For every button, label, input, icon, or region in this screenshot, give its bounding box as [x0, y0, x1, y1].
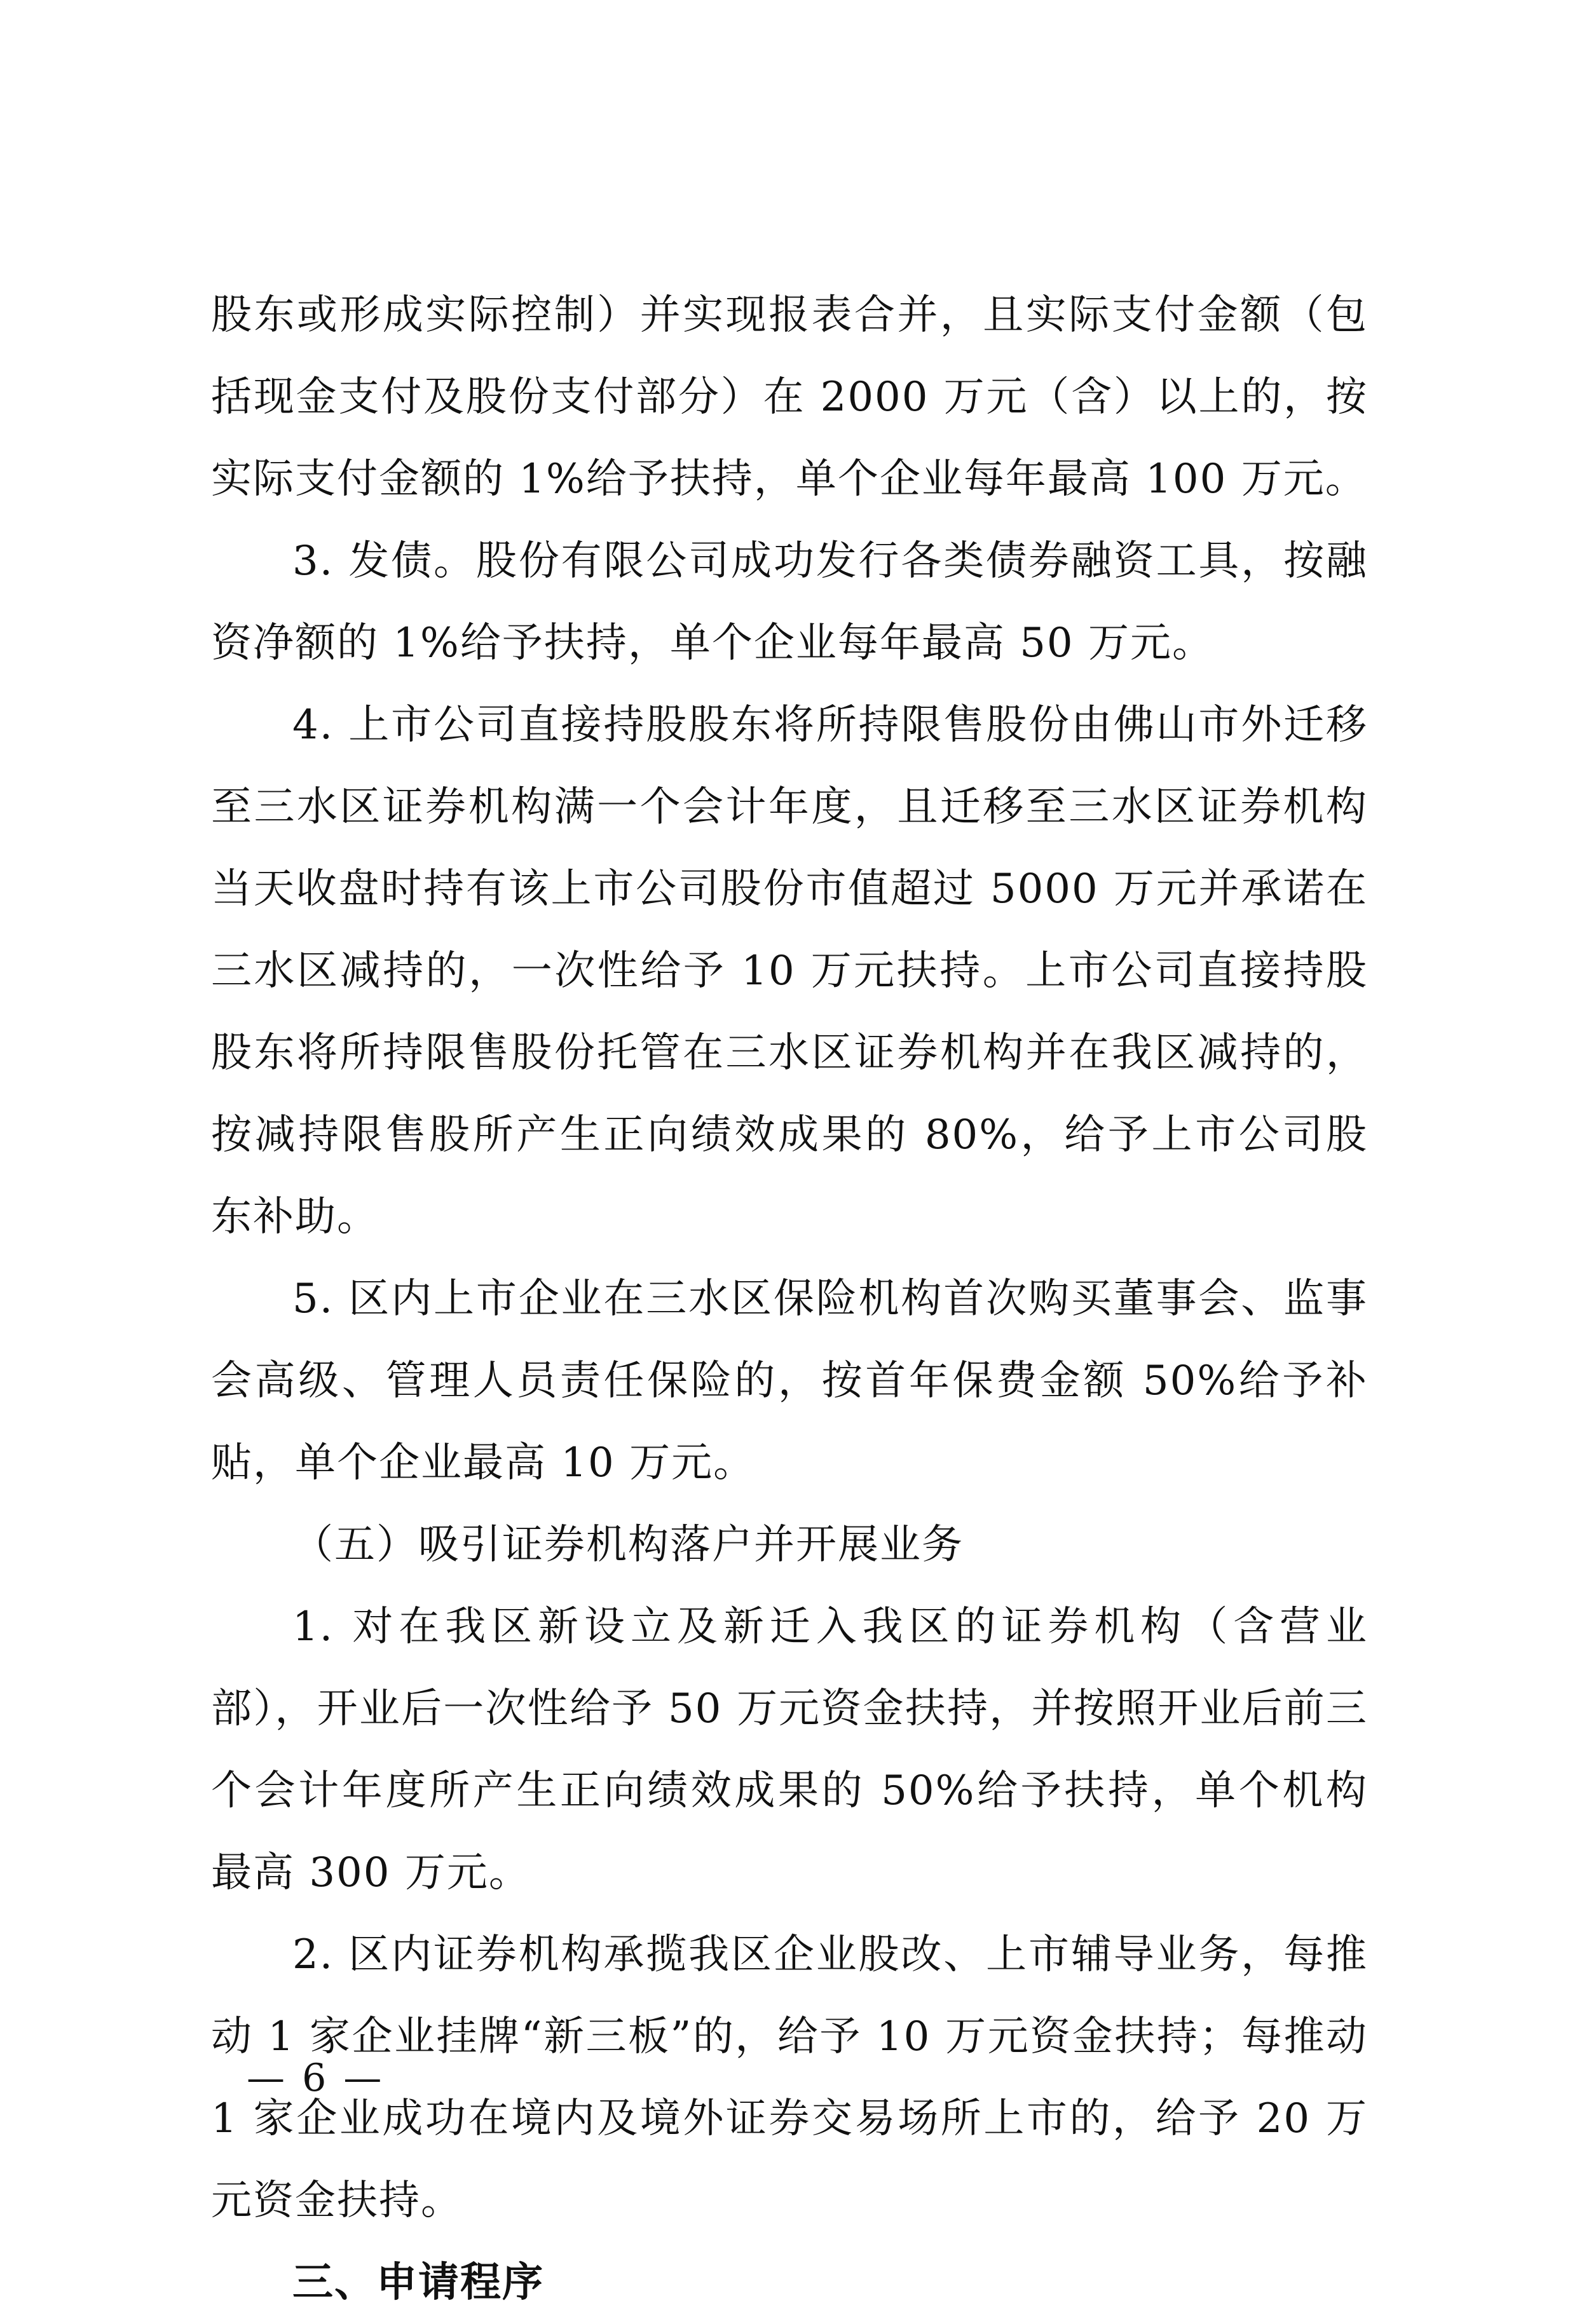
- paragraph-continuation: 股东或形成实际控制）并实现报表合并，且实际支付金额（包括现金支付及股份支付部分）在 2000 万元（含）以上的，按实际支付金额的 1%给予扶持，单个企业每年最高 100 万元。: [211, 292, 1368, 503]
- paragraph-item-2-listing-support: 2. 区内证券机构承揽我区企业股改、上市辅导业务，每推动 1 家企业挂牌“新三板”的，给予 10 万元资金扶持；每推动 1 家企业成功在境内及境外证券交易场所上市的，给予 20 万元资金扶持。: [211, 1931, 1368, 2224]
- paragraph-item-5-liability-insurance: 5. 区内上市企业在三水区保险机构首次购买董事会、监事会高级、管理人员责任保险的，按首年保费金额 50%给予补贴，单个企业最高 10 万元。: [211, 1275, 1368, 1486]
- paragraph-item-3-bond-issuance: 3. 发债。股份有限公司成功发行各类债券融资工具，按融资净额的 1%给予扶持，单个企业每年最高 50 万元。: [211, 538, 1368, 667]
- paragraph-item-4-restricted-shares: 4. 上市公司直接持股股东将所持限售股份由佛山市外迁移至三水区证券机构满一个会计年度，且迁移至三水区证券机构当天收盘时持有该上市公司股份市值超过 5000 万元并承诺在三水区减持的，一次性给予 10 万元扶持。上市公司直接持股股东将所持限售股份托管在三水区证券机构并在我区减持的，按减持限售股所产生正向绩效成果的 80%，给予上市公司股东补助。: [211, 702, 1368, 1240]
- section-heading-application-procedure: 三、申请程序: [292, 2259, 544, 2306]
- document-body: [211, 275, 1368, 2324]
- page-number: — 6 —: [247, 2056, 385, 2100]
- paragraph-item-1-new-securities-institutions: 1. 对在我区新设立及新迁入我区的证券机构（含营业部），开业后一次性给予 50 万元资金扶持，并按照开业后前三个会计年度所产生正向绩效成果的 50%给予扶持，单个机构最高 300 万元。: [211, 1603, 1368, 1896]
- subheading-attract-securities: （五）吸引证券机构落户并开展业务: [292, 1521, 964, 1568]
